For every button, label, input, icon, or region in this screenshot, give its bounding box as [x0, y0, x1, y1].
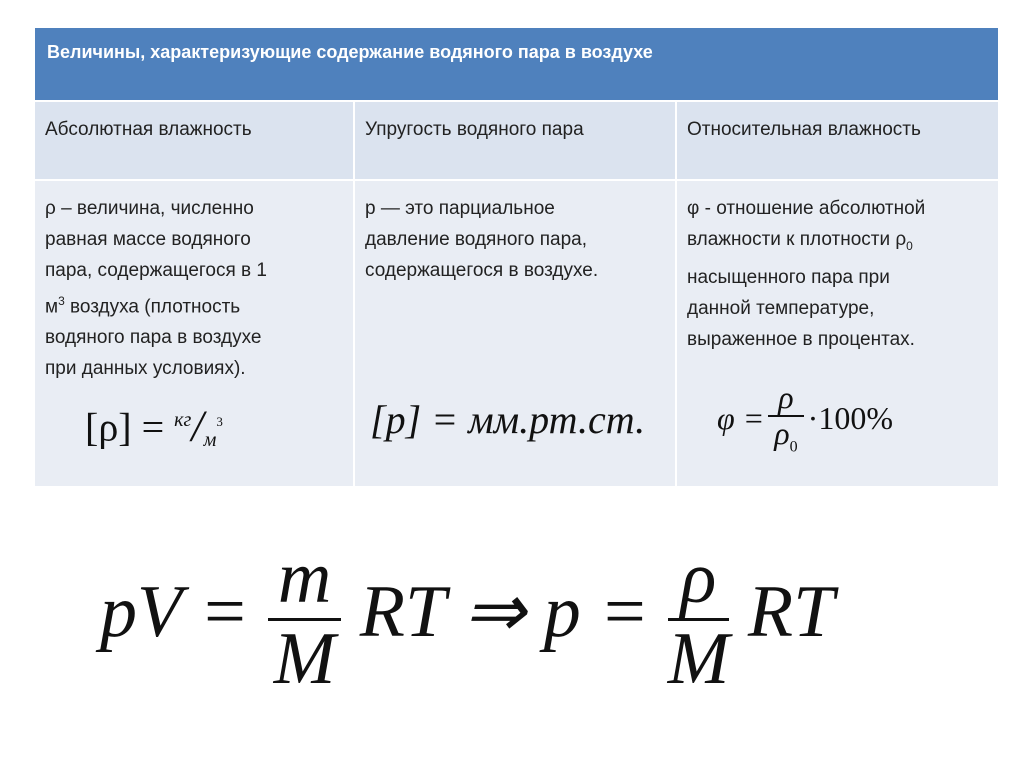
- abs-formula-den-sup: 3: [216, 414, 223, 429]
- abs-formula-lhs: [ρ] =: [85, 404, 165, 450]
- col2-line1: p — это парциальное: [365, 198, 555, 219]
- col1-line2: равная массе водяного: [45, 229, 251, 250]
- rel-formula-lhs: φ =: [717, 399, 765, 436]
- absolute-humidity-formula: [85, 401, 223, 452]
- rel-formula-den: [768, 414, 803, 456]
- equation-num-2: ρ: [668, 540, 730, 621]
- equation-den-1: M: [273, 617, 336, 700]
- vapor-pressure-formula: [p] = мм.рт.ст.: [370, 397, 646, 442]
- body-row: [35, 181, 998, 486]
- col3-line2: [687, 224, 988, 262]
- vapor-pressure-cell: [355, 181, 677, 486]
- abs-formula-den: м: [203, 429, 217, 452]
- header-row: [35, 102, 998, 181]
- rel-formula-rhs: ·100%: [807, 399, 893, 436]
- col1-line3: пара, содержащегося в 1: [45, 260, 267, 281]
- col1-line4-sup: 3: [58, 294, 65, 308]
- col1-line4-a: м: [45, 296, 59, 318]
- col2-line2: давление водяного пара,: [365, 229, 588, 250]
- equation-fraction-1: [268, 537, 341, 700]
- col1-line4: [45, 286, 343, 322]
- rel-formula-num: ρ: [768, 381, 803, 417]
- col1-line4-b: воздуха (плотность: [64, 296, 241, 318]
- equation-fraction-2: [667, 537, 730, 700]
- header-absolute-humidity: Абсолютная влажность: [35, 102, 355, 179]
- relative-humidity-cell: [677, 181, 998, 486]
- humidity-table: [35, 28, 998, 486]
- relative-humidity-formula: [717, 381, 893, 456]
- absolute-humidity-cell: [35, 181, 355, 486]
- rel-formula-fraction: [768, 381, 803, 456]
- equation-lhs: pV =: [100, 571, 250, 654]
- col3-line2-sub: 0: [906, 238, 913, 253]
- col2-line3: содержащегося в воздухе.: [365, 260, 599, 281]
- equation-mid: RT ⇒ p =: [359, 571, 650, 654]
- col1-line5: водяного пара в воздухе: [45, 327, 262, 349]
- equation-rhs: RT: [747, 571, 835, 654]
- col3-line4: данной температуре,: [687, 297, 875, 319]
- abs-formula-slash: /: [191, 401, 204, 451]
- abs-formula-num: кг: [174, 409, 192, 432]
- col3-line5: выраженное в процентах.: [687, 328, 915, 350]
- equation-den-2: M: [667, 617, 730, 700]
- equation-num-1: m: [268, 540, 341, 621]
- col3-line1: φ - отношение абсолютной: [687, 198, 926, 219]
- table-title: Величины, характеризующие содержание водяного пара в воздухе: [35, 28, 998, 102]
- col1-line1: ρ – величина, численно: [45, 198, 254, 219]
- col1-line6: при данных условиях).: [45, 358, 246, 380]
- rel-formula-den-sub: 0: [789, 437, 798, 455]
- ideal-gas-equation: [100, 537, 835, 700]
- header-relative-humidity: Относительная влажность: [687, 119, 921, 140]
- col3-line3: насыщенного пара при: [687, 266, 890, 288]
- header-vapor-pressure: Упругость водяного пара: [355, 102, 677, 179]
- col3-line2-a: влажности к плотности ρ: [687, 229, 907, 250]
- rel-formula-den-rho: ρ: [774, 414, 790, 451]
